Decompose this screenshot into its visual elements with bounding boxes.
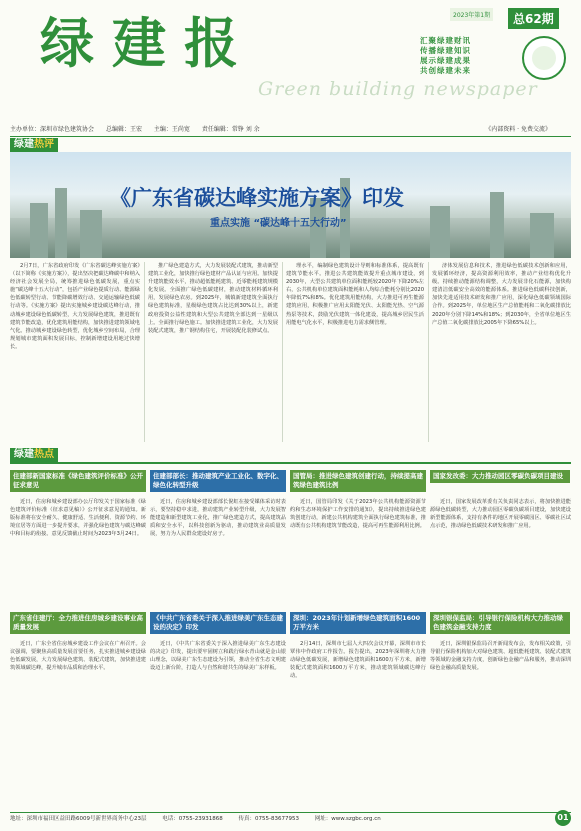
news-title: 广东省住建厅：全力推进住房城乡建设事业高质量发展 [10,612,146,634]
article-headline: 《广东省碳达峰实施方案》印发 [110,185,404,210]
footer-address: 地址：深圳市福田区益田路6009号新世界商务中心23层 [10,816,147,822]
news-title: 住建部新国家标准《绿色建筑评价标准》公开征求意见 [10,470,146,492]
page-footer [10,812,571,825]
news-body [290,640,426,808]
section-tag-highlight: 热评 [34,139,54,150]
section-tag-text: 绿建 [14,449,34,460]
footer-fax: 传真：0755-83677953 [238,816,299,822]
article-column-3 [286,262,424,442]
news-text: 2月14日，深圳市七届人大四次会议开幕，深圳市市长覃伟中作政府工作报告。报告提出，2023年深圳将大力推动绿色低碳发展，新增绿色建筑面积1600万平方米，新增装配式建筑面积1600万平方米，推动建筑领域碳达峰行动。 [290,641,426,680]
building [55,188,67,258]
news-title: 深圳：2023年计划新增绿色建筑面积1600万平方米 [290,612,426,634]
section-tag [10,138,58,152]
logo-leaf-icon [532,46,556,70]
masthead [10,8,571,120]
building [430,206,450,258]
building [490,192,504,258]
news-title: 国家发改委：大力推动园区零碳负碳项目建设 [430,470,570,483]
news-text: 近日，广东全省住房城乡建设工作会议在广州召开。会议强调，要聚焦高质量发展首要任务，扎实推进城乡建设绿色低碳发展，大力发展绿色建筑、装配式建筑，加快推进建筑领域碳达峰，提升城市品质和治理水平。 [10,641,146,672]
article-text: 推广绿色建造方式，大力发展装配式建筑，推动新型建筑工业化，加快推行绿色建材产品认证与应用。加快提升建筑能效水平，推动超低能耗建筑、近零能耗建筑规模化发展。全面推广绿色低碳建材，推动建筑材料循环利用，发展绿色农房。到2025年，城镇新建建筑全面执行绿色建筑标准，星级绿色建筑占比达到30%以上，新建政府投资公益性建筑和大型公共建筑全部达到一星级以上。全面推行绿色施工。加快推进建筑工业化，大力发展装配式建筑，推广钢结构住宅，开展装配化装修试点。 [148,263,278,334]
news-title: 国管局：推进绿色建筑创建行动，持续提高建筑绿色建筑比例 [290,470,426,492]
news-title: 深圳银保监局：引导银行保险机构大力推动绿色建筑金融支持力度 [430,612,570,634]
news-body [430,498,571,606]
section-tag [10,448,58,462]
staff-editors: 责任编辑：常铮 刘 余 [201,126,260,133]
newspaper-title-en: Green building newspaper [258,78,538,100]
news-text: 近日，住房和城乡建设部部长倪虹在接受媒体采访时表示，要坚持稳中求进，推动建筑产业转型升级，大力发展智能建造和新型建筑工业化，推广绿色建造方式，提高建筑品质和安全水平，以科技创新为驱动，推动建筑业高质量发展，努力为人民群众建设好房子。 [150,499,286,538]
section-tag-text: 绿建 [14,139,34,150]
article-column-1 [10,262,140,442]
news-text: 近日，国家发展改革委有关负责同志表示，将加快推进能源绿色低碳转型，大力推动园区零碳负碳项目建设，加快建设新型能源体系，支持有条件的地区开展零碳园区、零碳社区试点示范，推动绿色低碳技术研发和推广应用。 [430,499,571,530]
slogan: 汇聚绿建财讯 [420,36,471,45]
section-header-hot-news [10,448,571,464]
section-tag-highlight: 热点 [34,449,54,460]
building [80,210,102,258]
editor-main: 主编：王尚宽 [153,126,190,133]
slogan: 展示绿建成果 [420,56,471,65]
news-text: 近日，深圳银保监局召开新闻发布会，发布相关政策，引导银行保险机构加大对绿色建筑、超低能耗建筑、装配式建筑等领域的金融支持力度，创新绿色金融产品和服务，推动深圳绿色金融高质量发展。 [430,641,571,672]
news-title: 住建部部长：推动建筑产业工业化、数字化、绿色化转型升级 [150,470,286,492]
host-unit: 主办单位：深圳市绿色建筑协会 [10,126,95,133]
news-body [10,640,146,808]
news-body [150,640,286,808]
editor-chief: 总编辑：王宏 [105,126,142,133]
column-divider [144,262,145,442]
article-column-2 [148,262,278,442]
article-text: 理水平，编制绿色建筑设计导则和标准体系，提高既有建筑节能水平。推进公共建筑能效提升重点城市建设，到2030年，大型公共建筑单位面积能耗较2020年下降20%左右，公共机构单位建筑面积能耗和人均综合能耗分别比2020年降低7%和8%。优化建筑用能结构，大力推进可再生能源建筑应用，积极推广应用太阳能光伏、太阳能光热、空气源热泵等技术，鼓励光伏建筑一体化建设，提高城乡居民生活用能电气化水平，积极推进电力需求侧管理。 [286,263,424,326]
news-body [290,498,426,606]
news-text: 近日，住房和城乡建设部办公厅印发关于国家标准《绿色建筑评价标准（征求意见稿）》公开征求意见的通知。新版标准将在安全耐久、健康舒适、生活便利、资源节约、环境宜居等方面进一步提升要求，并强化绿色建筑与碳达峰碳中和目标的衔接。意见反馈截止时间为2023年3月24日。 [10,499,146,538]
news-body [150,498,286,606]
news-title: 《中共广东省委关于深入推进绿美广东生态建设的决定》印发 [150,612,286,634]
newspaper-title: 绿建报 [40,11,256,75]
footer-web: 网址：www.szgbc.org.cn [314,816,381,822]
masthead-meta [10,124,571,137]
article-text: 2月7日，广东省政府印发《广东省碳达峰实施方案》（以下简称《实施方案》），提出坚决把碳达峰碳中和纳入经济社会发展全局，统筹推进绿色低碳发展，重点实施“碳达峰十五大行动”，包括产业绿色提质行动、能源绿色低碳转型行动、节能降碳增效行动、交通运输绿色低碳行动等。《实施方案》提出实施城乡建设碳达峰行动，推动城乡建设绿色低碳转型，大力发展绿色建筑，推进既有建筑节能改造，优化建筑用能结构，加快推进建筑领域电气化。推动城乡建设绿色转型，优化城乡空间布局，合理规划城市建筑面积发展目标，控制新增建设用地过快增长。 [10,263,140,350]
news-text: 近日，《中共广东省委关于深入推进绿美广东生态建设的决定》印发，提出要牢固树立和践行绿水青山就是金山银山理念，以绿美广东生态建设为引领，推动全省生态文明建设迈上新台阶，打造人与自然和谐共生的绿美广东样板。 [150,641,286,672]
page-number: 01 [555,810,571,826]
building [530,213,554,258]
news-body [430,640,571,808]
article-subheadline: 重点实施 “碳达峰十五大行动” [210,218,347,229]
article-text: 济体发展信息和技术，推进绿色低碳技术创新和应用，发展循环经济，提高资源利用效率，推动产业结构优化升级。持续推动能源结构调整，大力发展非化石能源，加快构建清洁低碳安全高效的能源体系。推进绿色低碳科技创新，加快先进适用技术研发和推广应用，深化绿色低碳领域国际合作。到2025年，单位地区生产总值能耗和二氧化碳排放比2020年分别下降14%和18%；到2030年，全省单位地区生产总值二氧化碳排放比2005年下降65%以上。 [432,263,571,326]
column-divider [428,262,429,442]
building [30,203,48,258]
internal-note: 《内部资料 · 免费交流》 [485,126,551,133]
association-logo-icon [522,36,566,80]
slogan: 共创绿建未来 [420,66,471,75]
footer-tel: 电话：0755-23931868 [162,816,223,822]
news-body [10,498,146,606]
issue-info [450,8,570,38]
article-column-4 [432,262,571,442]
headline-banner [10,152,571,258]
issue-number: 总62期 [508,8,559,29]
slogans [420,36,520,76]
issue-date: 2023年第1期 [450,8,493,21]
news-text: 近日，国管局印发《关于2023年公共机构能源资源节约和生态环境保护工作安排的通知》，提出持续推进绿色建筑创建行动，新建公共机构建筑全面执行绿色建筑标准，推动既有公共机构建筑节能改造，提高可再生能源利用比例。 [290,499,426,530]
slogan: 传播绿建知识 [420,46,471,55]
column-divider [282,262,283,442]
